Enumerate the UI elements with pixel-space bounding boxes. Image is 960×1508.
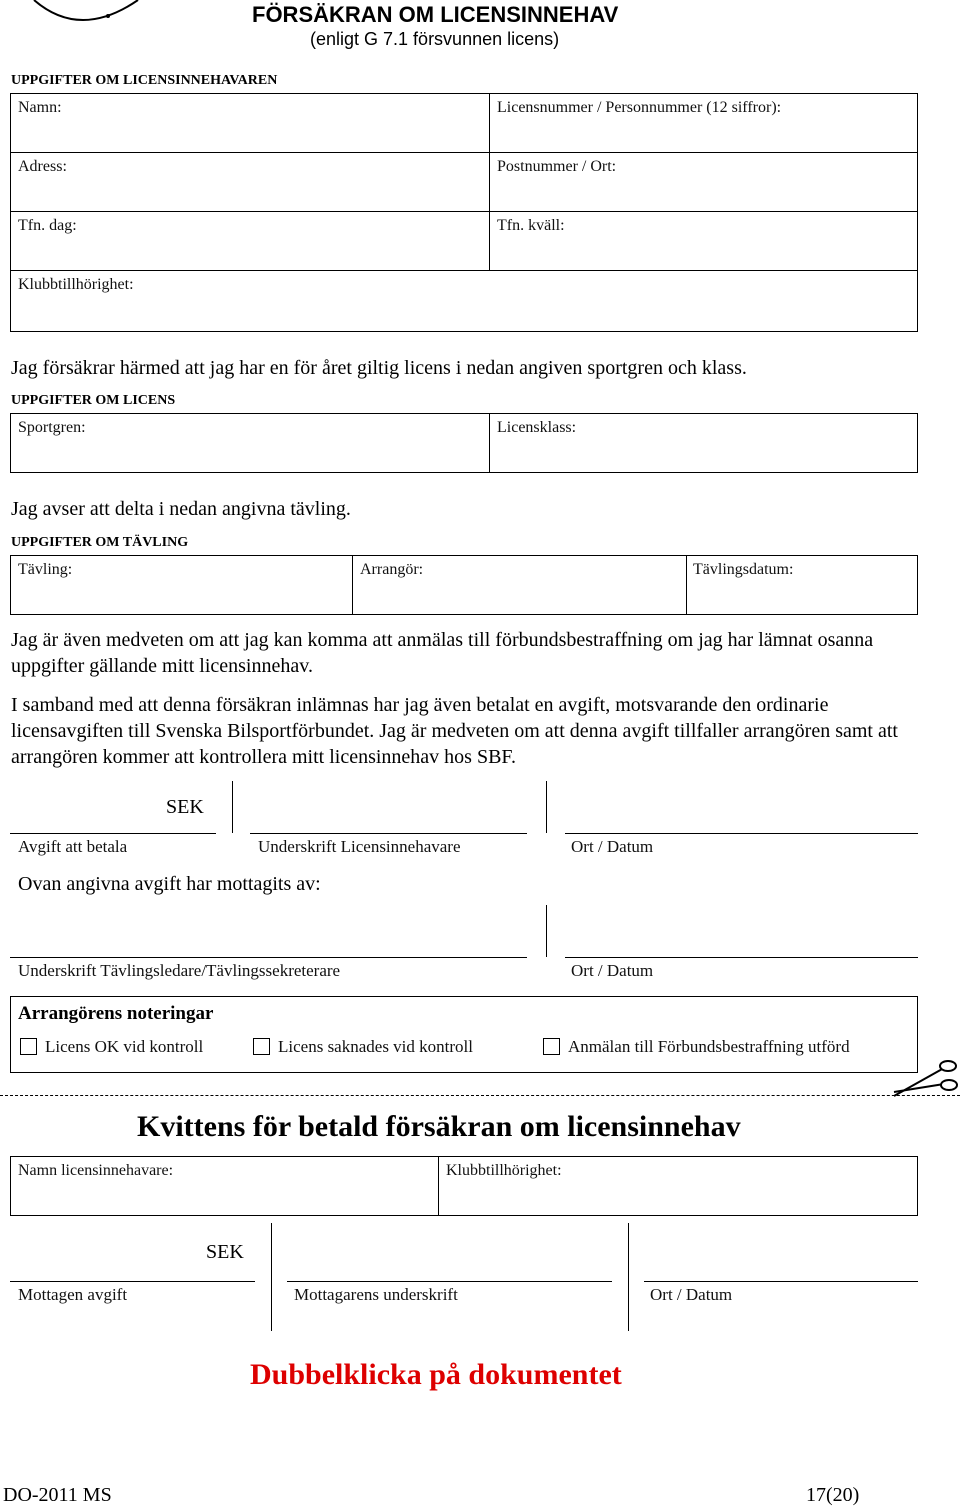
divider xyxy=(546,781,547,833)
license-section-title: UPPGIFTER OM LICENS xyxy=(11,393,176,408)
footer-page-number: 17(20) xyxy=(806,1484,860,1506)
receipt-title: Kvittens för betald försäkran om licensinnehav xyxy=(137,1110,741,1143)
signature-label: Underskrift Licensinnehavare xyxy=(258,837,461,856)
name-field[interactable]: Namn: xyxy=(18,99,62,116)
sport-field[interactable]: Sportgren: xyxy=(18,419,86,436)
divider xyxy=(10,270,918,271)
officer-signature-label: Underskrift Tävlingsledare/Tävlingssekreterare xyxy=(18,961,341,980)
license-ok-label: Licens OK vid kontroll xyxy=(45,1037,204,1056)
logo-emblem xyxy=(20,0,150,30)
license-class-field[interactable]: Licensklass: xyxy=(497,419,577,436)
receipt-name-field[interactable]: Namn licensinnehavare: xyxy=(18,1162,174,1179)
place-date-label: Ort / Datum xyxy=(571,837,654,856)
divider xyxy=(546,905,547,957)
divider xyxy=(271,1223,272,1331)
received-fee-line[interactable] xyxy=(10,1281,255,1282)
paragraph-fee: I samband med att denna försäkran inlämnas har jag även betalat en avgift, motsvarande den ordinarie licensavgiften till Svenska Bilsportförbundet. Jag är medveten om att denna avgift tillfaller arrangören samt att arrangören kommer att kontrollera mitt licensinnehav hos SBF. xyxy=(11,694,898,768)
phone-evening-field[interactable]: Tfn. kväll: xyxy=(497,217,565,234)
license-table xyxy=(10,413,918,473)
place-date-label: Ort / Datum xyxy=(650,1285,733,1304)
receipt-currency-label: SEK xyxy=(206,1241,244,1263)
organizer-notes-title: Arrangörens noteringar xyxy=(18,1003,214,1024)
officer-signature-line[interactable] xyxy=(10,957,527,958)
footer-doc-id: DO-2011 MS xyxy=(3,1484,112,1506)
postal-field[interactable]: Postnummer / Ort: xyxy=(497,158,617,175)
divider xyxy=(352,555,353,615)
fee-line[interactable] xyxy=(10,833,216,834)
page-subtitle: (enligt G 7.1 försvunnen licens) xyxy=(310,29,560,49)
place-date-line[interactable] xyxy=(565,833,918,834)
competition-section-title: UPPGIFTER OM TÄVLING xyxy=(11,535,189,550)
license-number-field[interactable]: Licensnummer / Personnummer (12 siffror): xyxy=(497,99,782,116)
double-click-notice[interactable]: Dubbelklicka på dokumentet xyxy=(250,1358,622,1391)
fee-label: Avgift att betala xyxy=(18,837,128,856)
address-field[interactable]: Adress: xyxy=(18,158,67,175)
competition-date-field[interactable]: Tävlingsdatum: xyxy=(693,561,794,578)
paragraph-sanction: Jag är även medveten om att jag kan komma att anmälas till förbundsbestraffning om jag har lämnat osanna uppgifter gällande mitt licensinnehav. xyxy=(11,629,874,677)
scissors-icon xyxy=(892,1058,960,1100)
organizer-field[interactable]: Arrangör: xyxy=(360,561,424,578)
holder-section-title: UPPGIFTER OM LICENSINNEHAVAREN xyxy=(11,73,278,88)
phone-day-field[interactable]: Tfn. dag: xyxy=(18,217,77,234)
place-date-line[interactable] xyxy=(644,1281,918,1282)
page-title: FÖRSÄKRAN OM LICENSINNEHAV xyxy=(252,2,619,27)
receipt-club-field[interactable]: Klubbtillhörighet: xyxy=(446,1162,562,1179)
divider xyxy=(686,555,687,615)
currency-label: SEK xyxy=(166,796,204,818)
divider xyxy=(438,1156,439,1216)
place-date-label: Ort / Datum xyxy=(571,961,654,980)
signature-line[interactable] xyxy=(250,833,527,834)
divider xyxy=(628,1223,629,1331)
divider xyxy=(489,413,490,473)
divider xyxy=(10,152,918,153)
divider xyxy=(10,211,918,212)
competition-field[interactable]: Tävling: xyxy=(18,561,73,578)
license-ok-checkbox[interactable] xyxy=(20,1038,37,1055)
club-field[interactable]: Klubbtillhörighet: xyxy=(18,276,134,293)
declaration-text: Jag försäkrar härmed att jag har en för året giltig licens i nedan angiven sportgren och klass. xyxy=(11,357,747,379)
sanction-report-label: Anmälan till Förbundsbestraffning utförd xyxy=(568,1037,850,1056)
sanction-report-checkbox[interactable] xyxy=(543,1038,560,1055)
receiver-signature-line[interactable] xyxy=(287,1281,612,1282)
place-date-line[interactable] xyxy=(565,957,918,958)
receiver-signature-label: Mottagarens underskrift xyxy=(294,1285,458,1304)
license-missing-checkbox[interactable] xyxy=(253,1038,270,1055)
cut-line xyxy=(0,1095,960,1096)
license-missing-label: Licens saknades vid kontroll xyxy=(278,1037,473,1056)
divider xyxy=(489,93,490,271)
received-by-text: Ovan angivna avgift har mottagits av: xyxy=(18,873,321,895)
holder-table xyxy=(10,93,918,332)
declaration-text: Jag avser att delta i nedan angivna tävling. xyxy=(11,498,351,520)
divider xyxy=(232,781,233,833)
received-fee-label: Mottagen avgift xyxy=(18,1285,128,1304)
